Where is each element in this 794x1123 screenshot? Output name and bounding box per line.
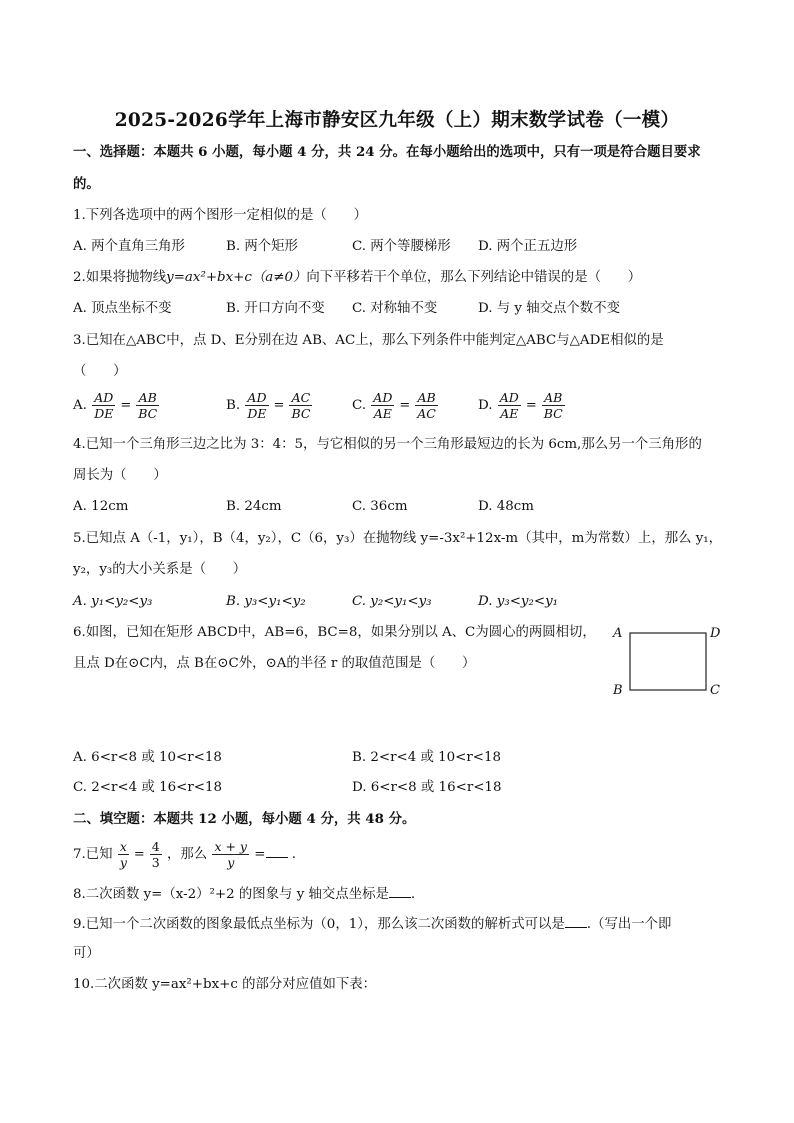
q2-expression: y=ax²+bx+c（a≠0） xyxy=(166,270,307,285)
q3-option-b-letter: B. xyxy=(226,398,241,413)
q3-option-a xyxy=(73,391,160,420)
q2-option-b: B. 开口方向不变 xyxy=(226,301,325,316)
q3-option-c-letter: C. xyxy=(352,398,367,413)
q1-option-c: C. 两个等腰梯形 xyxy=(352,239,451,254)
q3-option-d xyxy=(478,391,566,420)
fraction-denominator: AC xyxy=(417,406,436,421)
fraction-denominator: y xyxy=(119,855,127,870)
q3-stem: 3.已知在△ABC中，点 D、E分别在边 AB、AC上，那么下列条件中能判定△ABC与△ADE相似的是 xyxy=(73,333,664,348)
fraction-denominator: BC xyxy=(138,406,158,421)
fraction-x-over-y xyxy=(118,840,129,869)
q6-option-b: B. 2<r<4 或 10<r<18 xyxy=(352,750,502,765)
figure-label-d: D xyxy=(710,626,721,641)
q7-end: . xyxy=(291,847,297,862)
q1-option-a: A. 两个直角三角形 xyxy=(73,239,185,254)
equals-sign: = xyxy=(120,397,132,413)
q1-option-d: D. 两个正五边形 xyxy=(478,239,578,254)
q4-option-b: B. 24cm xyxy=(226,499,282,514)
q5-option-d: D. y₃<y₂<y₁ xyxy=(478,594,559,609)
q6-rectangle-figure xyxy=(624,628,710,694)
fraction-numerator: AB xyxy=(542,391,565,406)
fraction-denominator: BC xyxy=(543,406,563,421)
fraction xyxy=(371,391,394,420)
q3-option-c xyxy=(352,391,439,420)
q7-post: = xyxy=(254,847,266,862)
q2-stem-end: 向下平移若干个单位，那么下列结论中错误的是（ ） xyxy=(306,270,642,285)
fraction xyxy=(289,391,312,420)
q9-stem xyxy=(73,915,671,934)
q2-stem-start: 2.如果将抛物线 xyxy=(73,270,167,285)
fraction xyxy=(245,391,268,420)
q4-option-a: A. 12cm xyxy=(73,499,129,514)
q6-stem-cont: 且点 D在⊙C内，点 B在⊙C外，⊙A的半径 r 的取值范围是（ ） xyxy=(73,656,476,671)
q3-stem-cont: （ ） xyxy=(73,364,127,379)
fraction-denominator: BC xyxy=(291,406,311,421)
fraction-denominator: AE xyxy=(500,406,519,421)
q5-option-a: A. y₁<y₂<y₃ xyxy=(73,594,153,609)
q2-stem xyxy=(73,269,641,287)
equals-sign: = xyxy=(399,397,411,413)
fraction-four-thirds xyxy=(150,840,162,869)
figure-label-c: C xyxy=(710,683,720,698)
fraction xyxy=(542,391,565,420)
fraction-x-plus-y-over-y xyxy=(212,840,249,869)
fraction-denominator: y xyxy=(227,855,235,870)
section1-header: 一、选择题：本题共 6 小题，每小题 4 分，共 24 分。在每小题给出的选项中，只有一项是符合题目要求 xyxy=(73,144,701,160)
fraction-denominator: DE xyxy=(94,406,114,421)
q6-option-a: A. 6<r<8 或 10<r<18 xyxy=(73,750,222,765)
section2-header: 二、填空题：本题共 12 小题，每小题 4 分，共 48 分。 xyxy=(73,811,416,827)
q2-option-c: C. 对称轴不变 xyxy=(352,301,438,316)
q3-option-b xyxy=(226,391,313,420)
fraction xyxy=(136,391,159,420)
q9-text: 9.已知一个二次函数的图象最低点坐标为（0，1），那么该二次函数的解析式可以是 xyxy=(73,917,565,932)
q6-stem: 6.如图，已知在矩形 ABCD中，AB=6，BC=8，如果分别以 A、C为圆心的两圆相切， xyxy=(73,625,596,640)
answer-blank[interactable] xyxy=(266,845,288,858)
q7-pre: 7.已知 xyxy=(73,847,113,862)
q6-option-d: D. 6<r<8 或 16<r<18 xyxy=(352,780,502,795)
fraction-numerator: AB xyxy=(136,391,159,406)
fraction-denominator: 3 xyxy=(151,855,160,870)
fraction-numerator: x + y xyxy=(214,839,247,854)
q9-stem-cont: 可） xyxy=(73,946,100,961)
equals-sign: = xyxy=(133,846,145,862)
q2-option-a: A. 顶点坐标不变 xyxy=(73,301,172,316)
fraction-numerator: AD xyxy=(245,391,268,406)
q1-option-b: B. 两个矩形 xyxy=(226,239,298,254)
answer-blank[interactable] xyxy=(389,885,411,898)
q7-stem xyxy=(73,840,296,869)
fraction-numerator: AD xyxy=(373,390,393,405)
q3-option-d-letter: D. xyxy=(478,398,493,413)
fraction xyxy=(415,391,438,420)
equals-sign: = xyxy=(273,397,285,413)
q8-stem xyxy=(73,885,415,904)
fraction-numerator: AD xyxy=(92,391,115,406)
fraction-numerator: 4 xyxy=(151,839,160,854)
q7-mid: ，那么 xyxy=(167,847,208,862)
q5-option-b: B. y₃<y₁<y₂ xyxy=(226,594,306,609)
fraction-numerator: AC xyxy=(289,391,312,406)
q6-option-c: C. 2<r<4 或 16<r<18 xyxy=(73,780,222,795)
q4-option-c: C. 36cm xyxy=(352,499,408,514)
q5-stem-cont: y₂，y₃的大小关系是（ ） xyxy=(73,562,247,577)
q4-option-d: D. 48cm xyxy=(478,499,535,514)
figure-label-a: A xyxy=(613,626,623,641)
q8-text: 8.二次函数 y=（x-2）²+2 的图象与 y 轴交点坐标是 xyxy=(73,887,389,902)
q4-stem: 4.已知一个三角形三边之比为 3：4：5，与它相似的另一个三角形最短边的长为 6cm,那么另一个三角形的 xyxy=(73,437,702,452)
q5-stem: 5.已知点 A（-1，y₁），B（4，y₂），C（6，y₃）在抛物线 y=-3x²+12x-m（其中，m为常数）上，那么 y₁， xyxy=(73,531,723,546)
q10-stem: 10.二次函数 y=ax²+bx+c 的部分对应值如下表： xyxy=(73,977,377,992)
q4-stem-cont: 周长为（ ） xyxy=(73,468,167,483)
fraction-denominator: DE xyxy=(247,406,267,421)
fraction-numerator: x xyxy=(119,839,127,854)
q9-text-end: .（写出一个即 xyxy=(586,917,672,932)
answer-blank[interactable] xyxy=(565,915,587,928)
fraction-numerator: AB xyxy=(415,391,438,406)
rectangle-abcd xyxy=(630,633,706,690)
equals-sign: = xyxy=(525,397,537,413)
q1-stem: 1.下列各选项中的两个图形一定相似的是（ ） xyxy=(73,208,367,223)
fraction xyxy=(498,391,521,420)
section1-header-cont: 的。 xyxy=(73,176,100,192)
q8-end: . xyxy=(410,887,416,902)
q3-option-a-letter: A. xyxy=(73,398,87,413)
q2-option-d: D. 与 y 轴交点个数不变 xyxy=(478,301,620,316)
q5-option-c: C. y₂<y₁<y₃ xyxy=(352,594,432,609)
fraction xyxy=(92,391,115,420)
page-title: 2025-2026学年上海市静安区九年级（上）期末数学试卷（一模） xyxy=(114,110,680,131)
fraction-denominator: AE xyxy=(373,406,392,421)
fraction-numerator: AD xyxy=(499,390,519,405)
figure-label-b: B xyxy=(613,683,623,698)
